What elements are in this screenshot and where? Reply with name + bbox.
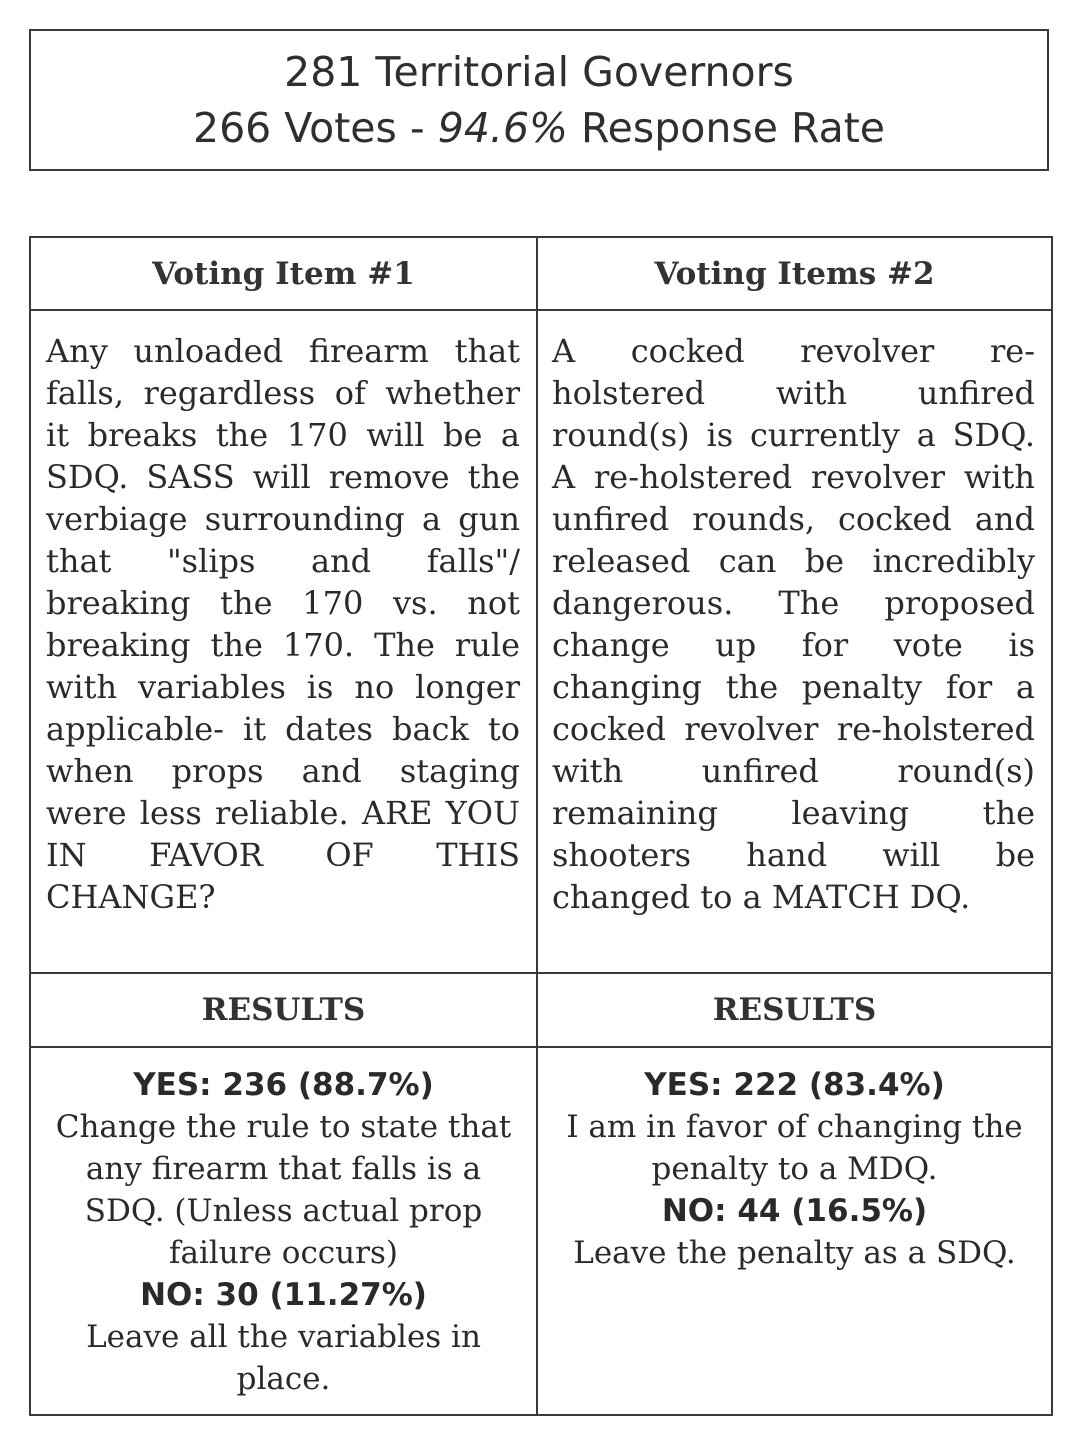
response-rate-line [193, 100, 885, 156]
item1-heading: Voting Item #1 [152, 255, 415, 292]
item2-heading: Voting Items #2 [654, 255, 935, 292]
item1-no-text: Leave all the variables in place. [86, 1319, 481, 1397]
response-rate-label: Response Rate [568, 104, 885, 152]
item2-no-text: Leave the penalty as a SDQ. [573, 1235, 1016, 1271]
item2-description: A cocked revolver re-holstered with unfired round(s) is currently a SDQ. A re-holstered revolver with unfired rounds, cocked and released can be incredibly dangerous. The proposed change up for vote is changing the penalty for a cocked revolver re-holstered with unfired round(s) remaining leaving the shooters hand will be changed to a MATCH DQ. [552, 332, 1035, 916]
item1-yes-count: YES: 236 (88.7%) [133, 1067, 434, 1103]
votes-count: 266 Votes - [192, 104, 438, 152]
item2-yes-text: I am in favor of changing the penalty to a MDQ. [566, 1109, 1023, 1187]
item2-yes-count: YES: 222 (83.4%) [644, 1067, 945, 1103]
item1-no-count: NO: 30 (11.27%) [140, 1277, 427, 1313]
governors-count: 281 Territorial Governors [284, 48, 794, 96]
row-divider-results-heading [31, 1046, 1051, 1048]
item1-results [31, 1064, 536, 1400]
response-percent: 94.6% [437, 104, 568, 152]
summary-header [29, 29, 1049, 171]
item2-results [538, 1064, 1051, 1274]
item1-yes-text: Change the rule to state that any firearm that falls is a SDQ. (Unless actual prop failure occurs) [55, 1109, 512, 1271]
item2-no-count: NO: 44 (16.5%) [661, 1193, 928, 1229]
voting-table [29, 236, 1053, 1416]
item1-description: Any unloaded firearm that falls, regardless of whether it breaks the 170 will be a SDQ. SASS will remove the verbiage surrounding a gun that "slips and falls"/ breaking the 170 vs. not breaking the 170. The rule with variables is no longer applicable- it dates back to when props and staging were less reliable. ARE YOU IN FAVOR OF THIS CHANGE? [46, 332, 520, 916]
item1-results-heading: RESULTS [201, 992, 366, 1028]
item2-results-heading: RESULTS [712, 992, 877, 1028]
